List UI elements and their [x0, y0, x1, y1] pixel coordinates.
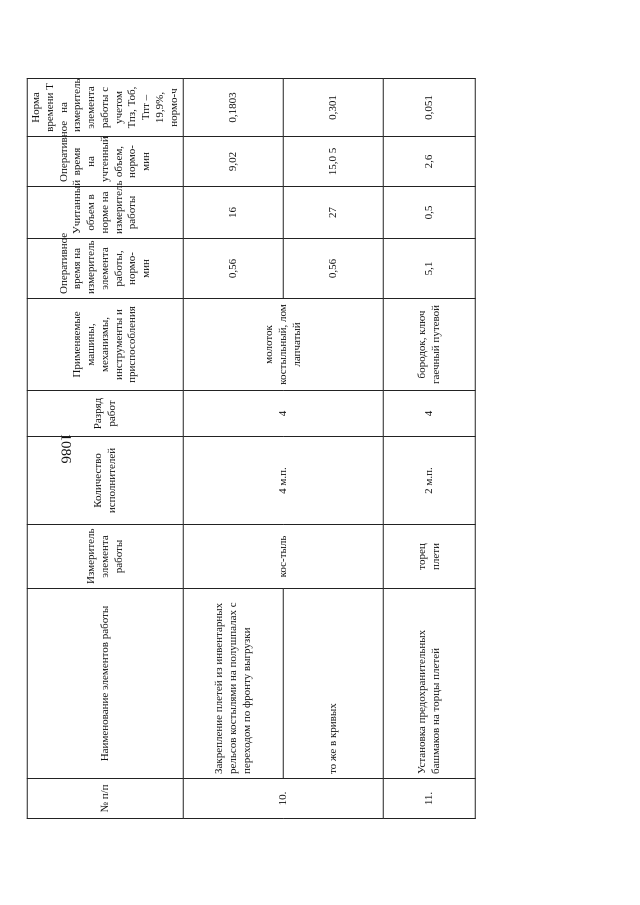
row-meter: кос-тыль [184, 525, 384, 589]
header-op-volume: Оперативное время на учтенный объем, нормо-мин [27, 137, 183, 187]
row-op-volume: 2,6 [384, 137, 476, 187]
row-workers: 2 м.п. [384, 437, 476, 525]
row-num: 10. [184, 779, 384, 819]
row-norm: 0,051 [384, 79, 476, 137]
row-machines: молоток костыльный, лом лапчатый [184, 299, 384, 391]
header-name: Наименование элементов работы [27, 589, 183, 779]
rotated-content [0, 78, 476, 818]
row-norm: 0,1803 [184, 79, 284, 137]
row-op-volume: 9,02 [184, 137, 284, 187]
row-name: Закрепление плетей из инвентарных рельсов костылями на полушпалах с переходом по фронту выгрузки [184, 589, 284, 779]
row-volume: 27 [284, 187, 384, 239]
row-num: 11. [384, 779, 476, 819]
row-name: Установка предохранительных башмаков на торцы плетей [384, 589, 476, 779]
row-name: то же в кривых [284, 589, 384, 779]
header-machines: Применяемые машины, механизмы, инструменты и приспособления [27, 299, 183, 391]
row-grade: 4 [184, 391, 384, 437]
row-op-time: 0,56 [284, 239, 384, 299]
row-op-volume: 15,0 5 [284, 137, 384, 187]
header-meter: Измеритель элемента работы [27, 525, 183, 589]
row-op-time: 0,56 [184, 239, 284, 299]
header-grade: Разряд работ [27, 391, 183, 437]
row-norm: 0,301 [284, 79, 384, 137]
row-grade: 4 [384, 391, 476, 437]
row-volume: 0,5 [384, 187, 476, 239]
row-volume: 16 [184, 187, 284, 239]
note-container [21, 78, 101, 818]
table-row [384, 79, 476, 819]
header-op-time: Оперативное время на измеритель элемента работы, нормо-мин [27, 239, 183, 299]
header-workers: Количество исполнителей [27, 437, 183, 525]
header-num: № п/п [27, 779, 183, 819]
row-workers: 4 м.п. [184, 437, 384, 525]
page-number: 1086 [57, 433, 74, 464]
header-norm: Норма времени Т на измеритель элемента работы с учетом Тпз, Тоб, Тпт – 19,9%, нормо-ч [27, 79, 183, 137]
row-op-time: 5,1 [384, 239, 476, 299]
row-machines: бородок, ключ гаечный путевой [384, 299, 476, 391]
header-volume: Учитанный объем в норме на измеритель работы [27, 187, 183, 239]
table-row [184, 79, 284, 819]
row-meter: торец плети [384, 525, 476, 589]
